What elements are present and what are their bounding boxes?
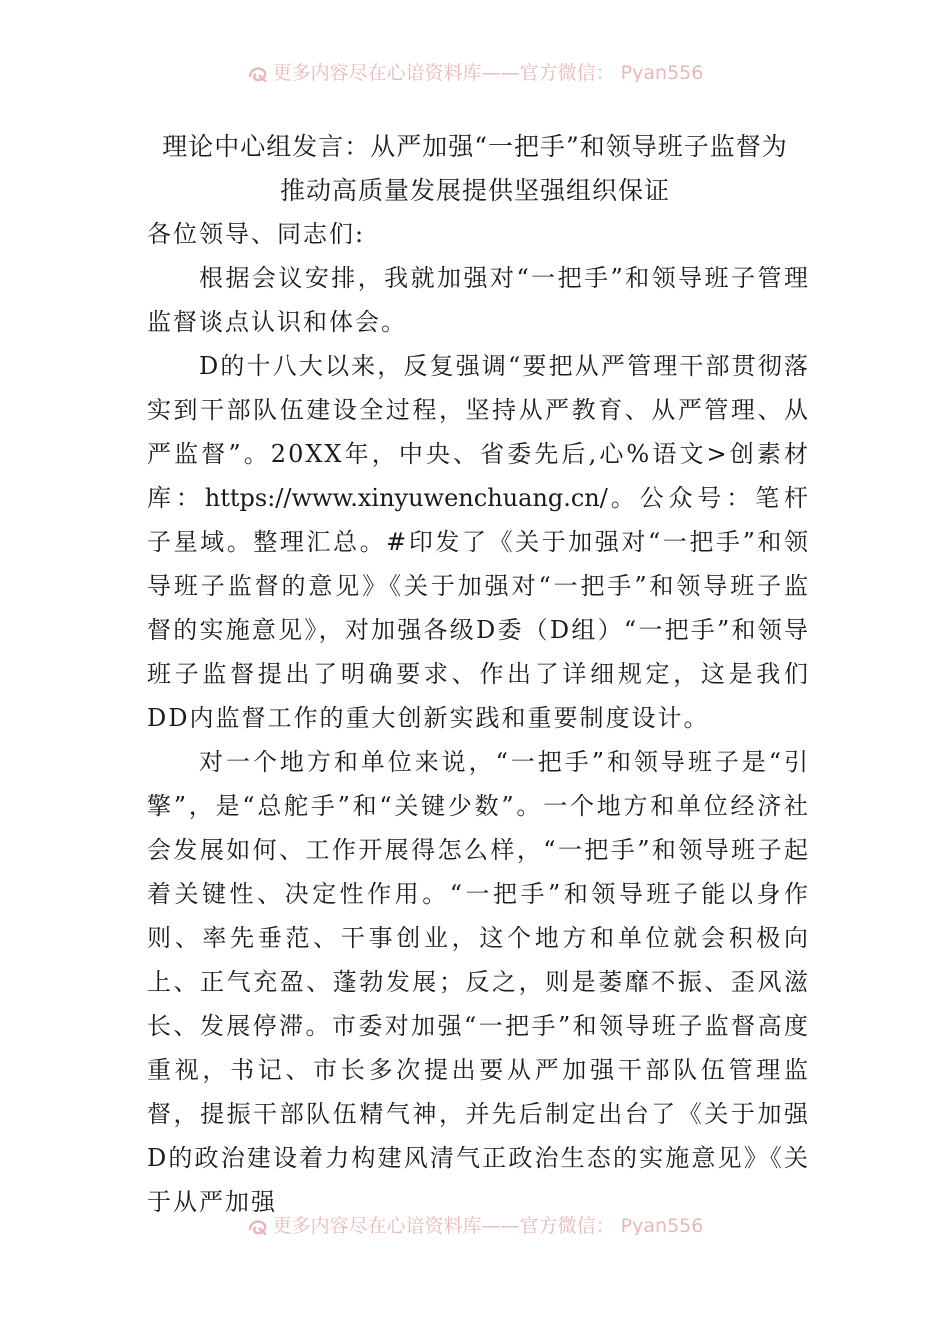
paragraph-3: 对一个地方和单位来说，“一把手”和领导班子是“引擎”，是“总舵手”和“关键少数”。一个地方和单位经济社会发展如何、工作开展得怎么样，“一把手”和领导班子起着关键性、决定性作用。“一把手”和领导班子能以身作则、率先垂范、干事创业，这个地方和单位就会积极向上、正气充盈、蓬勃发展；反之，则是萎靡不振、歪风滋长、发展停滞。市委对加强“一把手”和领导班子监督高度重视，书记、市长多次提出要从严加强干部队伍管理监督，提振干部队伍精气神，并先后制定出台了《关于加强D的政治建设着力构建风清气正政治生态的实施意见》《关于从严加强 — [147, 748, 810, 1216]
paragraph-1: 根据会议安排，我就加强对“一把手”和领导班子管理监督谈点认识和体会。 — [147, 264, 810, 336]
salutation: 各位领导、同志们: — [147, 220, 366, 248]
paragraph-2-part-a: D的十八大以来，反复强调“要把从严管理干部贯彻落实到干部队伍建设全过程，坚持从严教育、从严管理、从严监督”。20XX年，中央、省委先后,心%语文>创素材库： — [147, 352, 810, 512]
watermark-header — [0, 58, 950, 82]
watermark-footer — [0, 1211, 950, 1235]
document-title-line-2: 推动高质量发展提供坚强组织保证 — [279, 176, 670, 205]
document-title-line-1: 理论中心组发言：从严加强“一把手”和领导班子监督为 — [162, 132, 788, 161]
logo-icon — [247, 63, 269, 83]
watermark-text: 更多内容尽在心谙资料库——官方微信： Pyan556 — [272, 1215, 704, 1235]
logo-icon — [247, 1216, 269, 1236]
website-link[interactable]: https://www.xinyuwenchuang.cn/ — [204, 484, 608, 512]
paragraph-2-part-b: 。公众号：笔杆子星域。整理汇总。#印发了《关于加强对“一把手”和领导班子监督的意见》《关于加强对“一把手”和领导班子监督的实施意见》，对加强各级D委（D组）“一把手”和领导班子监督提出了明确要求、作出了详细规定，这是我们DD内监督工作的重大创新实践和重要制度设计。 — [147, 484, 811, 732]
watermark-text: 更多内容尽在心谙资料库——官方微信： Pyan556 — [272, 62, 704, 82]
paragraph-2 — [147, 344, 810, 740]
document-body — [147, 212, 810, 1224]
